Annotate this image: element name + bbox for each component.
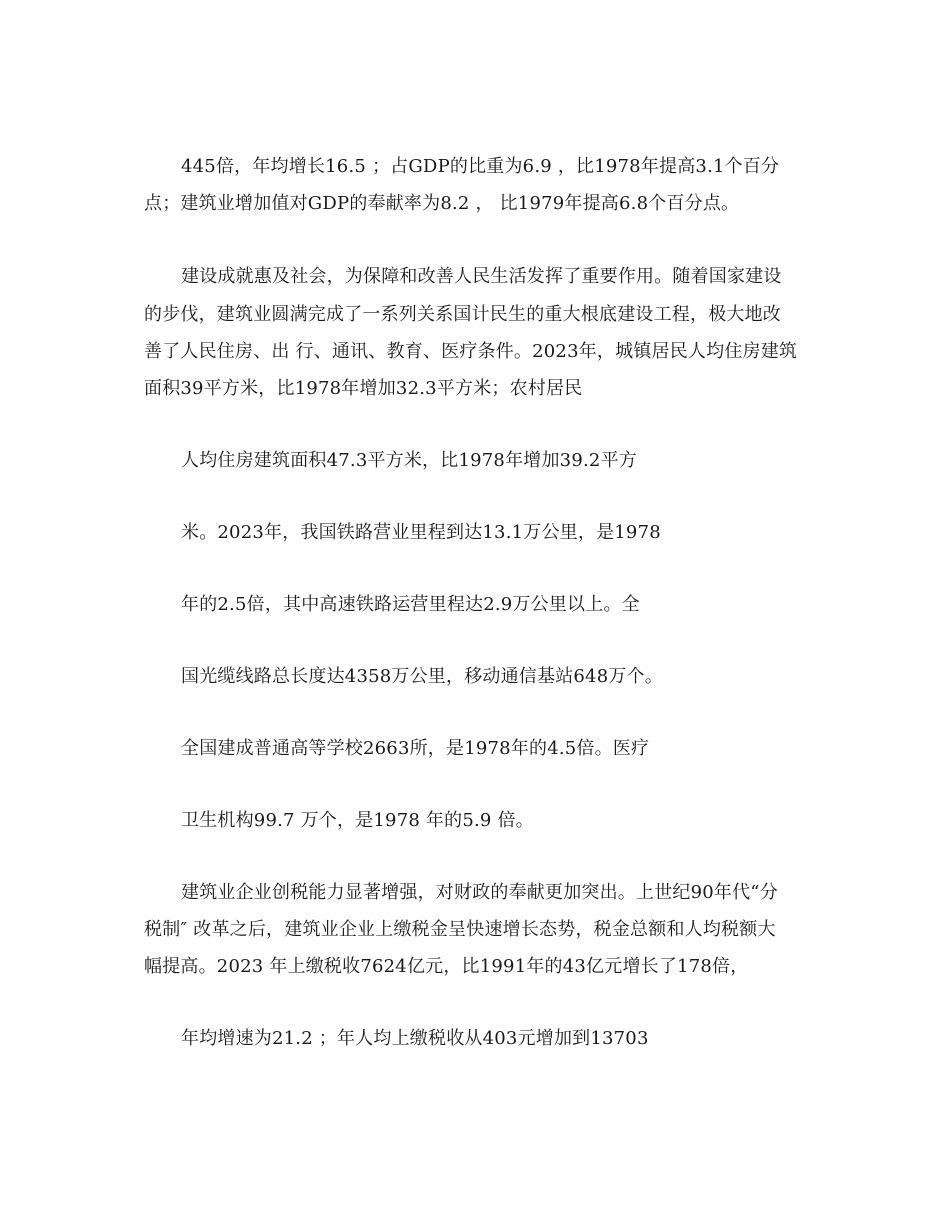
paragraph-3-line-1: 建筑业企业创税能力显著增强，对财政的奉献更加突出。上世纪90年代“分 bbox=[181, 882, 778, 903]
housing-line: 人均住房建筑面积47.3平方米，比1978年增加39.2平方 bbox=[181, 450, 637, 471]
medical-line: 卫生机构99.7 万个，是1978 年的5.9 倍。 bbox=[181, 810, 534, 831]
paragraph-1-line-1: 445倍，年均增长16.5 ；占GDP的比重为6.9 ，比1978年提高3.1个百分 bbox=[181, 156, 780, 177]
paragraph-1-line-2: 点；建筑业增加值对GDP的奉献率为8.2 ， 比1979年提高6.8个百分点。 bbox=[144, 193, 740, 214]
railway-line: 米。2023年，我国铁路营业里程到达13.1万公里，是1978 bbox=[181, 522, 661, 543]
schools-line: 全国建成普通高等学校2663所，是1978年的4.5倍。医疗 bbox=[181, 738, 650, 759]
paragraph-2-line-3: 善了人民住房、出 行、通讯、教育、医疗条件。2023年，城镇居民人均住房建筑 bbox=[144, 341, 798, 362]
paragraph-3-line-3: 幅提高。2023 年上缴税收7624亿元，比1991年的43亿元增长了178倍， bbox=[144, 956, 749, 977]
paragraph-2-line-1: 建设成就惠及社会，为保障和改善人民生活发挥了重要作用。随着国家建设 bbox=[181, 266, 782, 287]
tax-line: 年均增速为21.2 ；年人均上缴税收从403元增加到13703 bbox=[181, 1028, 649, 1049]
paragraph-3-line-2: 税制″ 改革之后，建筑业企业上缴税金呈快速增长态势，税金总额和人均税额大 bbox=[144, 919, 776, 940]
paragraph-2-line-2: 的步伐，建筑业圆满完成了一系列关系国计民生的重大根底建设工程，极大地改 bbox=[144, 304, 781, 325]
paragraph-2-line-4: 面积39平方米，比1978年增加32.3平方米；农村居民 bbox=[144, 378, 583, 399]
highspeed-rail-line: 年的2.5倍，其中高速铁路运营里程达2.9万公里以上。全 bbox=[181, 594, 640, 615]
fiber-optic-line: 国光缆线路总长度达4358万公里，移动通信基站648万个。 bbox=[181, 666, 663, 687]
